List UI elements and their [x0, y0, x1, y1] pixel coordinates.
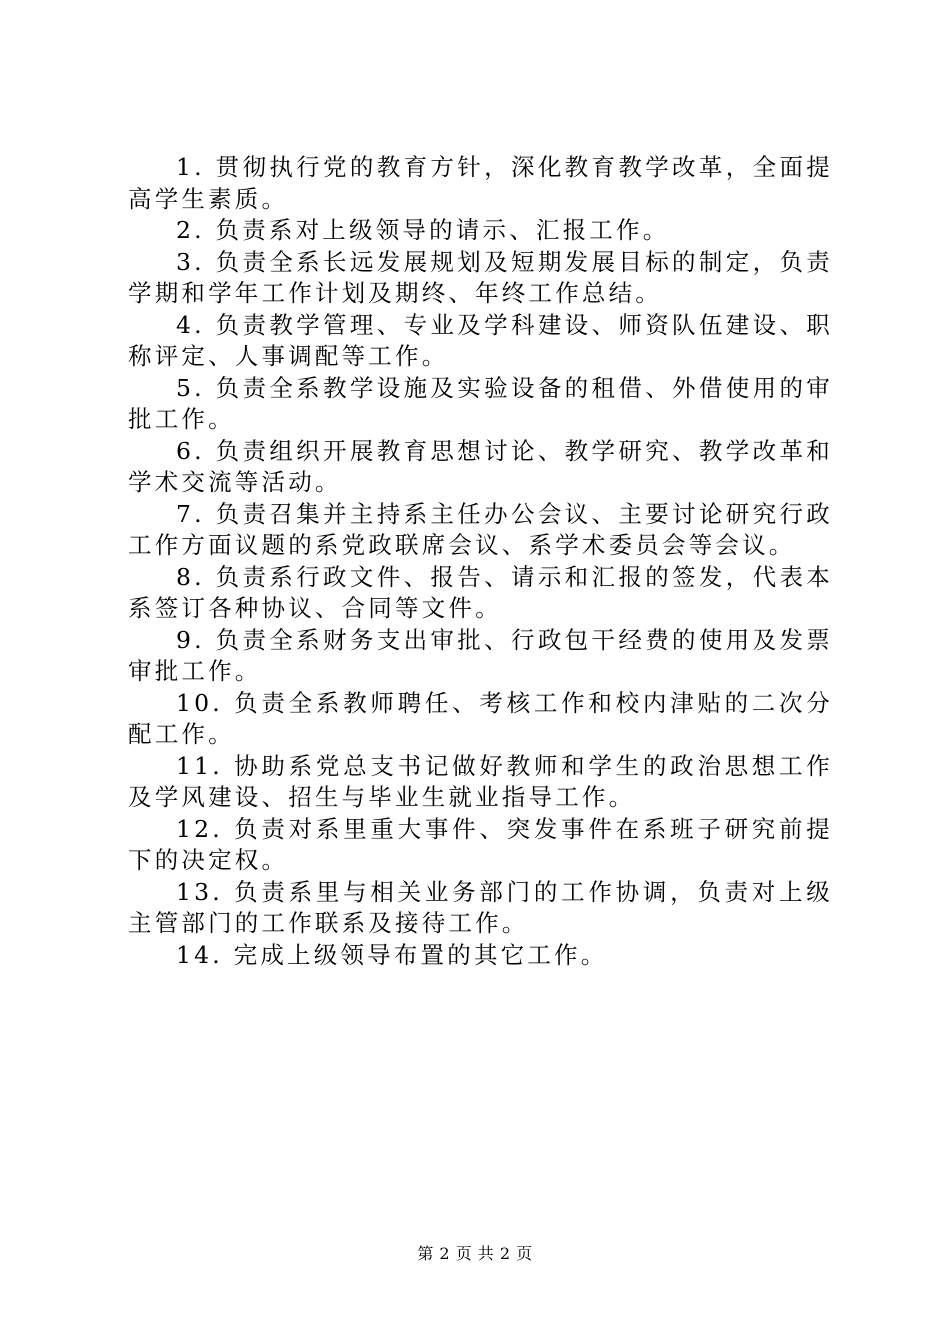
- list-item: 12. 负责对系里重大事件、突发事件在系班子研究前提下的决定权。: [128, 814, 833, 874]
- list-item: 11. 协助系党总支书记做好教师和学生的政治思想工作及学风建设、招生与毕业生就业指导工作。: [128, 751, 833, 811]
- list-item: 9. 负责全系财务支出审批、行政包干经费的使用及发票审批工作。: [128, 625, 833, 685]
- document-body: [128, 152, 833, 971]
- list-item: 13. 负责系里与相关业务部门的工作协调，负责对上级主管部门的工作联系及接待工作。: [128, 877, 833, 937]
- list-item: 3. 负责全系长远发展规划及短期发展目标的制定，负责学期和学年工作计划及期终、年终工作总结。: [128, 247, 833, 307]
- list-item: 4. 负责教学管理、专业及学科建设、师资队伍建设、职称评定、人事调配等工作。: [128, 310, 833, 370]
- page-number-footer: 第 2 页 共 2 页: [417, 1244, 533, 1263]
- list-item: 5. 负责全系教学设施及实验设备的租借、外借使用的审批工作。: [128, 373, 833, 433]
- list-item: 10. 负责全系教师聘任、考核工作和校内津贴的二次分配工作。: [128, 688, 833, 748]
- list-item: 7. 负责召集并主持系主任办公会议、主要讨论研究行政工作方面议题的系党政联席会议、系学术委员会等会议。: [128, 499, 833, 559]
- list-item: 6. 负责组织开展教育思想讨论、教学研究、教学改革和学术交流等活动。: [128, 436, 833, 496]
- list-item: 14. 完成上级领导布置的其它工作。: [176, 940, 608, 969]
- list-item: 8. 负责系行政文件、报告、请示和汇报的签发，代表本系签订各种协议、合同等文件。: [128, 562, 833, 622]
- list-item: 2. 负责系对上级领导的请示、汇报工作。: [176, 216, 670, 244]
- list-item: 1. 贯彻执行党的教育方针，深化教育教学改革，全面提高学生素质。: [128, 153, 833, 213]
